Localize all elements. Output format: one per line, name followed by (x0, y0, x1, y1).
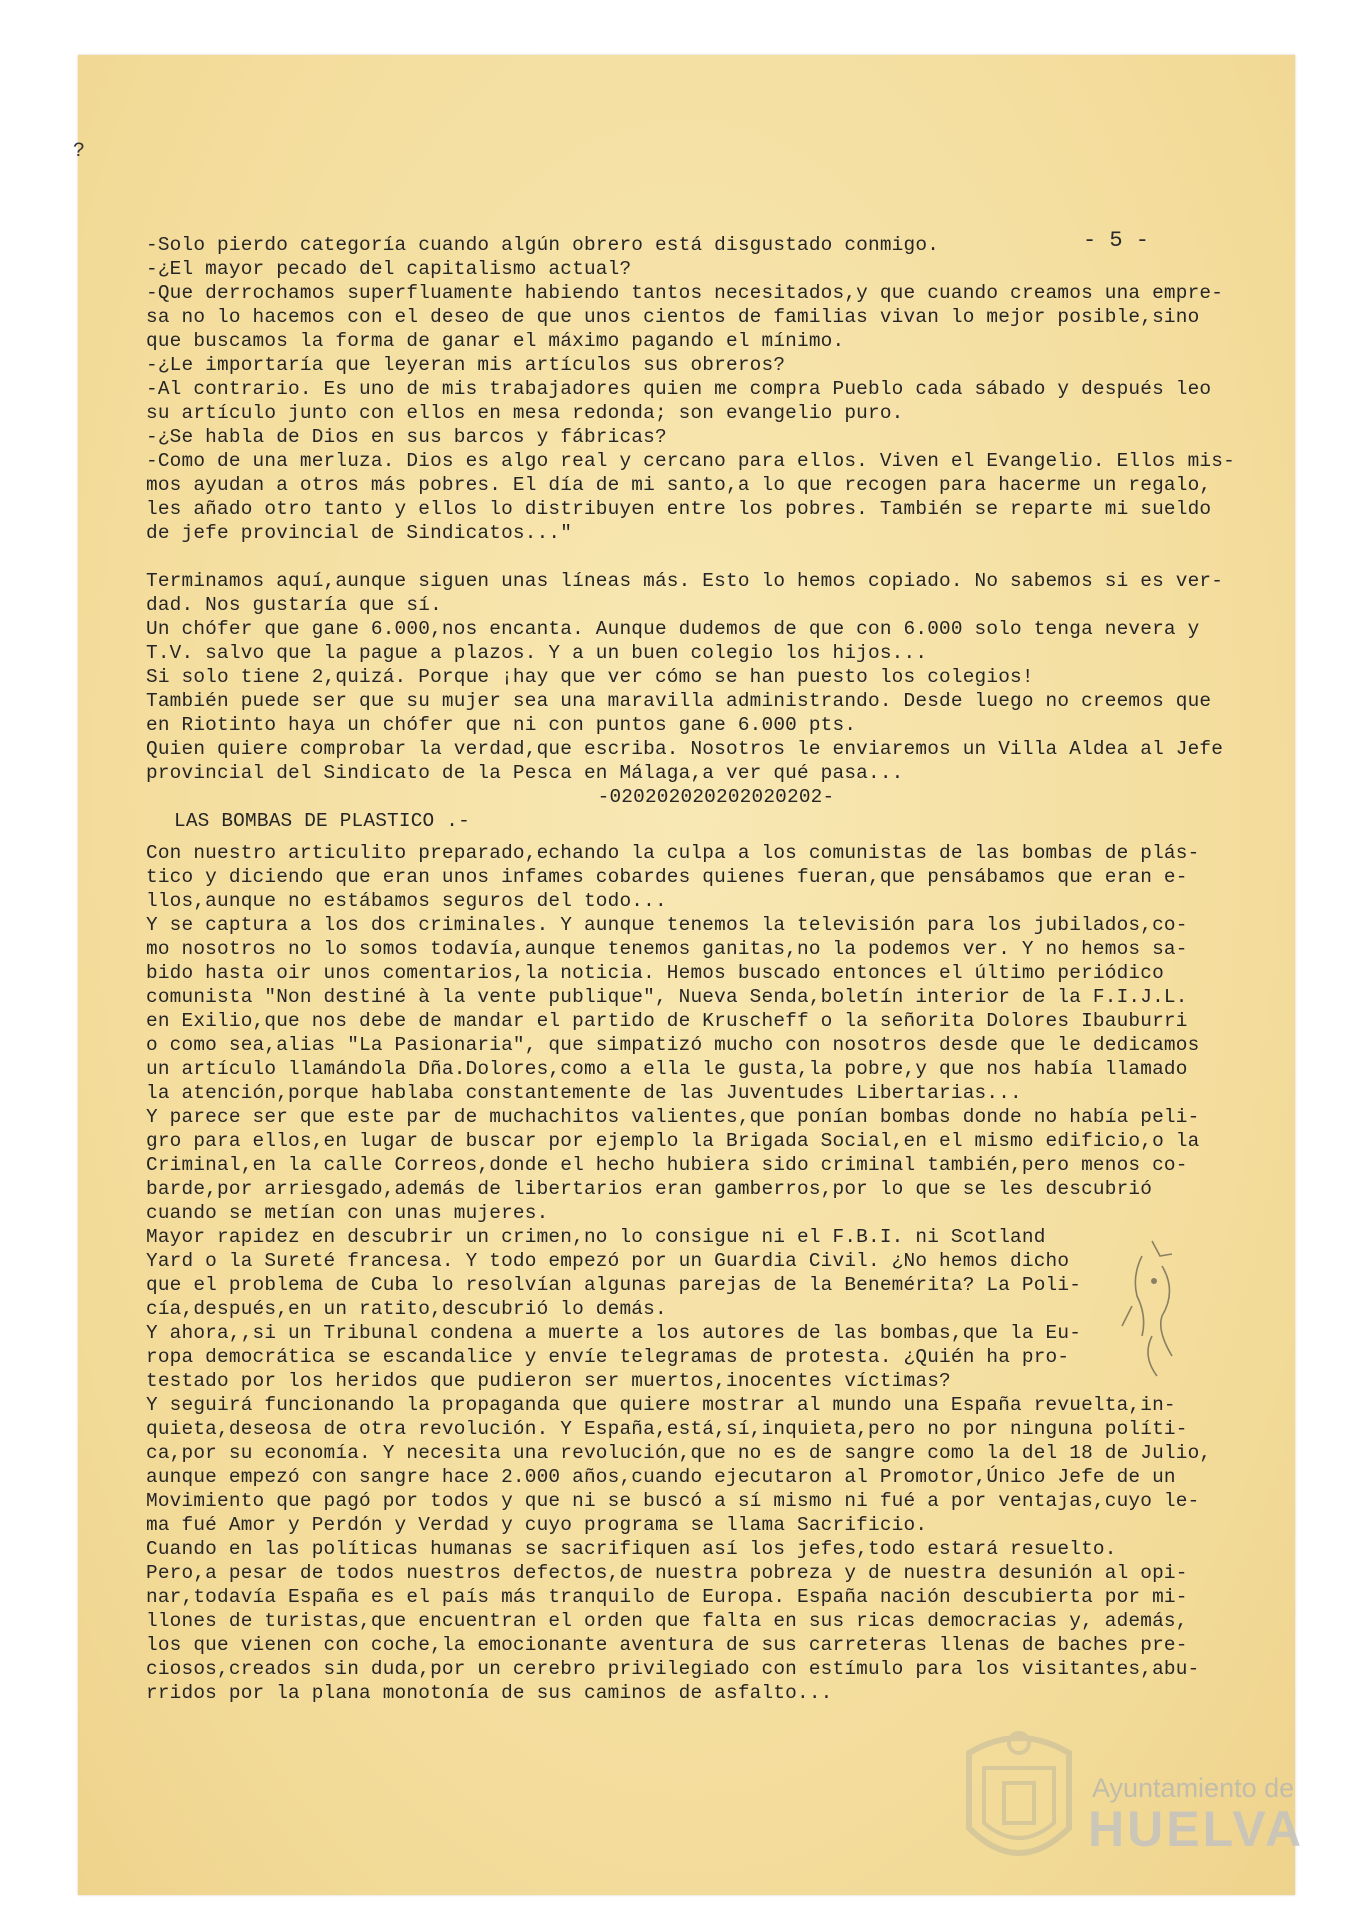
text-line: -Como de una merluza. Dios es algo real y cercano para ellos. Viven el Evangelio. Ellos mis- (146, 450, 1235, 472)
text-line: la atención,porque hablaba constantemente de las Juventudes Libertarias... (146, 1082, 1022, 1104)
separator-line: -020202020202020202- (597, 786, 835, 808)
text-line: que buscamos la forma de ganar el máximo pagando el mínimo. (146, 330, 845, 352)
text-line: nar,todavía España es el país más tranquilo de Europa. España nación descubierta por mi- (146, 1586, 1188, 1608)
text-line: Yard o la Sureté francesa. Y todo empezó por un Guardia Civil. ¿No hemos dicho (146, 1250, 1070, 1272)
text-line: barde,por arriesgado,además de libertarios eran gamberros,por lo que se les descubrió (146, 1178, 1153, 1200)
text-line: Y parece ser que este par de muchachitos valientes,que ponían bombas donde no había peli- (146, 1106, 1200, 1128)
text-line: Si solo tiene 2,quizá. Porque ¡hay que ver cómo se han puesto los colegios! (146, 666, 1034, 688)
sketch-drawing (1102, 1236, 1202, 1386)
text-line: gro para ellos,en lugar de buscar por ejemplo la Brigada Social,en el mismo edificio,o la (146, 1130, 1200, 1152)
text-line: Movimiento que pagó por todos y que ni se buscó a sí mismo ni fué a por ventajas,cuyo le- (146, 1490, 1200, 1512)
text-line: Pero,a pesar de todos nuestros defectos,de nuestra pobreza y de nuestra desunión al opi- (146, 1562, 1188, 1584)
interview-section (146, 233, 1256, 545)
text-line: ciosos,creados sin duda,por un cerebro privilegiado con estímulo para los visitantes,abu- (146, 1658, 1200, 1680)
text-line: mo nosotros no lo somos todavía,aunque tenemos ganitas,no la podemos ver. Y no hemos sa- (146, 938, 1188, 960)
text-line: testado por los heridos que pudieron ser muertos,inocentes víctimas? (146, 1370, 951, 1392)
text-line: Mayor rapidez en descubrir un crimen,no lo consigue ni el F.B.I. ni Scotland (146, 1226, 1046, 1248)
text-line: sa no lo hacemos con el deseo de que unos cientos de familias vivan lo mejor posible,sino (146, 306, 1200, 328)
section-title: LAS BOMBAS DE PLASTICO .- (174, 810, 470, 832)
text-line: tico y diciendo que eran unos infames cobardes quienes fueran,que pensábamos que eran e- (146, 866, 1188, 888)
text-line: comunista "Non destiné à la vente publique", Nueva Senda,boletín interior de la F.I.J.L. (146, 986, 1188, 1008)
city-seal-watermark (954, 1718, 1084, 1878)
text-line: ma fué Amor y Perdón y Verdad y cuyo programa se llama Sacrificio. (146, 1514, 928, 1536)
text-line: les añado otro tanto y ellos lo distribuyen entre los pobres. También se reparte mi sueldo (146, 498, 1212, 520)
text-line: los que vienen con coche,la emocionante aventura de sus carreteras llenas de baches pre- (146, 1634, 1188, 1656)
text-line: Terminamos aquí,aunque siguen unas líneas más. Esto lo hemos copiado. No sabemos si es ver- (146, 570, 1224, 592)
text-line: -¿Le importaría que leyeran mis artículos sus obreros? (146, 354, 786, 376)
text-line: Criminal,en la calle Correos,donde el hecho hubiera sido criminal también,pero menos co- (146, 1154, 1188, 1176)
text-line: aunque empezó con sangre hace 2.000 años,cuando ejecutaron al Promotor,Único Jefe de un (146, 1466, 1176, 1488)
text-line: de jefe provincial de Sindicatos..." (146, 522, 573, 544)
commentary-section (146, 569, 1256, 785)
text-line: ropa democrática se escandalice y envíe telegramas de protesta. ¿Quién ha pro- (146, 1346, 1070, 1368)
text-line: También puede ser que su mujer sea una maravilla administrando. Desde luego no creemos que (146, 690, 1212, 712)
text-line: su artículo junto con ellos en mesa redonda; son evangelio puro. (146, 402, 904, 424)
text-line: en Riotinto haya un chófer que ni con puntos gane 6.000 pts. (146, 714, 857, 736)
text-line: en Exilio,que nos debe de mandar el partido de Kruscheff o la señorita Dolores Ibauburri (146, 1010, 1188, 1032)
text-line: o como sea,alias "La Pasionaria", que simpatizó mucho con nosotros desde que le dedicamos (146, 1034, 1200, 1056)
text-line: mos ayudan a otros más pobres. El día de mi santo,a lo que recogen para hacerme un regalo, (146, 474, 1212, 496)
text-line: ca,por su economía. Y necesita una revolución,que no es de sangre como la del 18 de Julio, (146, 1442, 1212, 1464)
watermark-line1: Ayuntamiento de (1092, 1773, 1295, 1803)
text-line: cía,después,en un ratito,descubrió lo demás. (146, 1298, 667, 1320)
text-line: llones de turistas,que encuentran el orden que falta en sus ricas democracias y, además, (146, 1610, 1188, 1632)
watermark-line2: HUELVA (1088, 1801, 1305, 1857)
document-body (146, 233, 1256, 1705)
text-line: rridos por la plana monotonía de sus caminos de asfalto... (146, 1682, 833, 1704)
text-line: dad. Nos gustaría que sí. (146, 594, 442, 616)
text-line: -¿Se habla de Dios en sus barcos y fábricas? (146, 426, 667, 448)
text-line: Un chófer que gane 6.000,nos encanta. Aunque dudemos de que con 6.000 solo tenga nevera y (146, 618, 1200, 640)
text-line: T.V. salvo que la pague a plazos. Y a un buen colegio los hijos... (146, 642, 928, 664)
text-line: un artículo llamándola Dña.Dolores,como a ella le gusta,la pobre,y que nos había llamado (146, 1058, 1188, 1080)
edge-mark: ? (73, 140, 86, 163)
bombas-section (146, 841, 1256, 1705)
text-line: Y se captura a los dos criminales. Y aunque tenemos la televisión para los jubilados,co- (146, 914, 1188, 936)
text-line: quieta,deseosa de otra revolución. Y España,está,sí,inquieta,pero no por ninguna políti- (146, 1418, 1188, 1440)
text-line: Y ahora,,si un Tribunal condena a muerte a los autores de las bombas,que la Eu- (146, 1322, 1082, 1344)
text-line: que el problema de Cuba lo resolvían algunas parejas de la Benemérita? La Poli- (146, 1274, 1082, 1296)
text-line: -Solo pierdo categoría cuando algún obrero está disgustado conmigo. (146, 234, 940, 256)
text-line: cuando se metían con unas mujeres. (146, 1202, 549, 1224)
text-line: llos,aunque no estábamos seguros del todo... (146, 890, 667, 912)
text-line: Cuando en las políticas humanas se sacrifiquen así los jefes,todo estará resuelto. (146, 1538, 1117, 1560)
text-line: provincial del Sindicato de la Pesca en Málaga,a ver qué pasa... (146, 762, 904, 784)
text-line: Quien quiere comprobar la verdad,que escriba. Nosotros le enviaremos un Villa Aldea al Jefe (146, 738, 1224, 760)
text-line: -¿El mayor pecado del capitalismo actual? (146, 258, 632, 280)
text-line: Y seguirá funcionando la propaganda que quiere mostrar al mundo una España revuelta,in- (146, 1394, 1176, 1416)
text-line: bido hasta oir unos comentarios,la noticia. Hemos buscado entonces el último periódico (146, 962, 1164, 984)
text-line: -Que derrochamos superfluamente habiendo tantos necesitados,y que cuando creamos una empre- (146, 282, 1224, 304)
text-line: Con nuestro articulito preparado,echando la culpa a los comunistas de las bombas de plás- (146, 842, 1200, 864)
page-number: - 5 - (1083, 228, 1150, 253)
text-line: -Al contrario. Es uno de mis trabajadores quien me compra Pueblo cada sábado y después leo (146, 378, 1212, 400)
